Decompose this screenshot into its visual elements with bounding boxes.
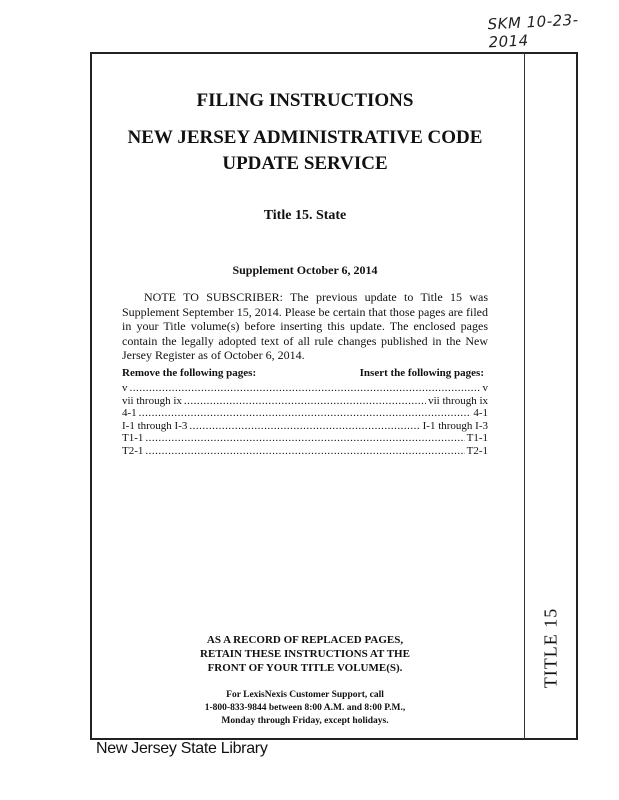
tab-divider: [524, 53, 525, 739]
record-line2: RETAIN THESE INSTRUCTIONS AT THE: [200, 648, 410, 660]
remove-page: T1-1: [122, 432, 144, 444]
insert-page: I-1 through I-3: [422, 419, 488, 432]
leader-dots: [139, 407, 472, 420]
page-row: [122, 420, 488, 433]
handwritten-annotation: SKM 10-23-2014: [487, 10, 580, 52]
insert-page: T2-1: [466, 444, 488, 457]
title-name: Title 15. State: [263, 208, 347, 223]
subscriber-note: NOTE TO SUBSCRIBER: The previous update to Title 15 was Supplement September 15, 2014. Please be certain that those pages are filed in your Title volume(s) before inserting this update. The enclosed pages contain the legally adopted text of all rule changes published in the New Jersey Register as of October 6, 2014.: [122, 290, 488, 362]
remove-page: 4-1: [122, 407, 137, 419]
library-footer: New Jersey State Library: [96, 740, 268, 757]
support-line1: For LexisNexis Customer Support, call: [226, 690, 384, 700]
remove-header: Remove the following pages:: [122, 367, 257, 379]
remove-page: vii through ix: [122, 394, 182, 407]
record-line3: FRONT OF YOUR TITLE VOLUME(S).: [207, 662, 403, 674]
page-row: [122, 407, 488, 420]
support-line3: Monday through Friday, except holidays.: [221, 716, 389, 726]
page-replacement-table: [122, 367, 488, 457]
record-instructions: [115, 633, 495, 675]
remove-page: T2-1: [122, 444, 144, 457]
leader-dots: [145, 445, 464, 458]
insert-page: 4-1: [473, 407, 488, 419]
page-row: [122, 445, 488, 458]
code-heading-line2: UPDATE SERVICE: [222, 153, 388, 174]
code-heading-line1: NEW JERSEY ADMINISTRATIVE CODE: [127, 127, 483, 148]
leader-dots: [184, 395, 426, 408]
page-row: [122, 395, 488, 408]
filing-instructions-heading: FILING INSTRUCTIONS: [196, 90, 414, 111]
leader-dots: [130, 382, 481, 395]
insert-page: vii through ix: [428, 394, 488, 407]
page-row: [122, 432, 488, 445]
code-heading: [115, 125, 495, 177]
leader-dots: [189, 420, 420, 433]
insert-page: T1-1: [466, 432, 488, 444]
remove-page: I-1 through I-3: [122, 419, 188, 432]
page-table-header: [122, 367, 488, 379]
insert-page: v: [482, 382, 488, 394]
leader-dots: [145, 432, 464, 445]
page-row: [122, 382, 488, 395]
record-line1: AS A RECORD OF REPLACED PAGES,: [206, 634, 404, 646]
insert-header: Insert the following pages:: [359, 367, 484, 379]
supplement-date: Supplement October 6, 2014: [232, 263, 378, 277]
support-line2: 1-800-833-9844 between 8:00 A.M. and 8:00 P.M.,: [204, 703, 406, 713]
remove-page: v: [122, 382, 128, 394]
customer-support: [115, 689, 495, 728]
title-tab-label: TITLE 15: [540, 607, 561, 689]
